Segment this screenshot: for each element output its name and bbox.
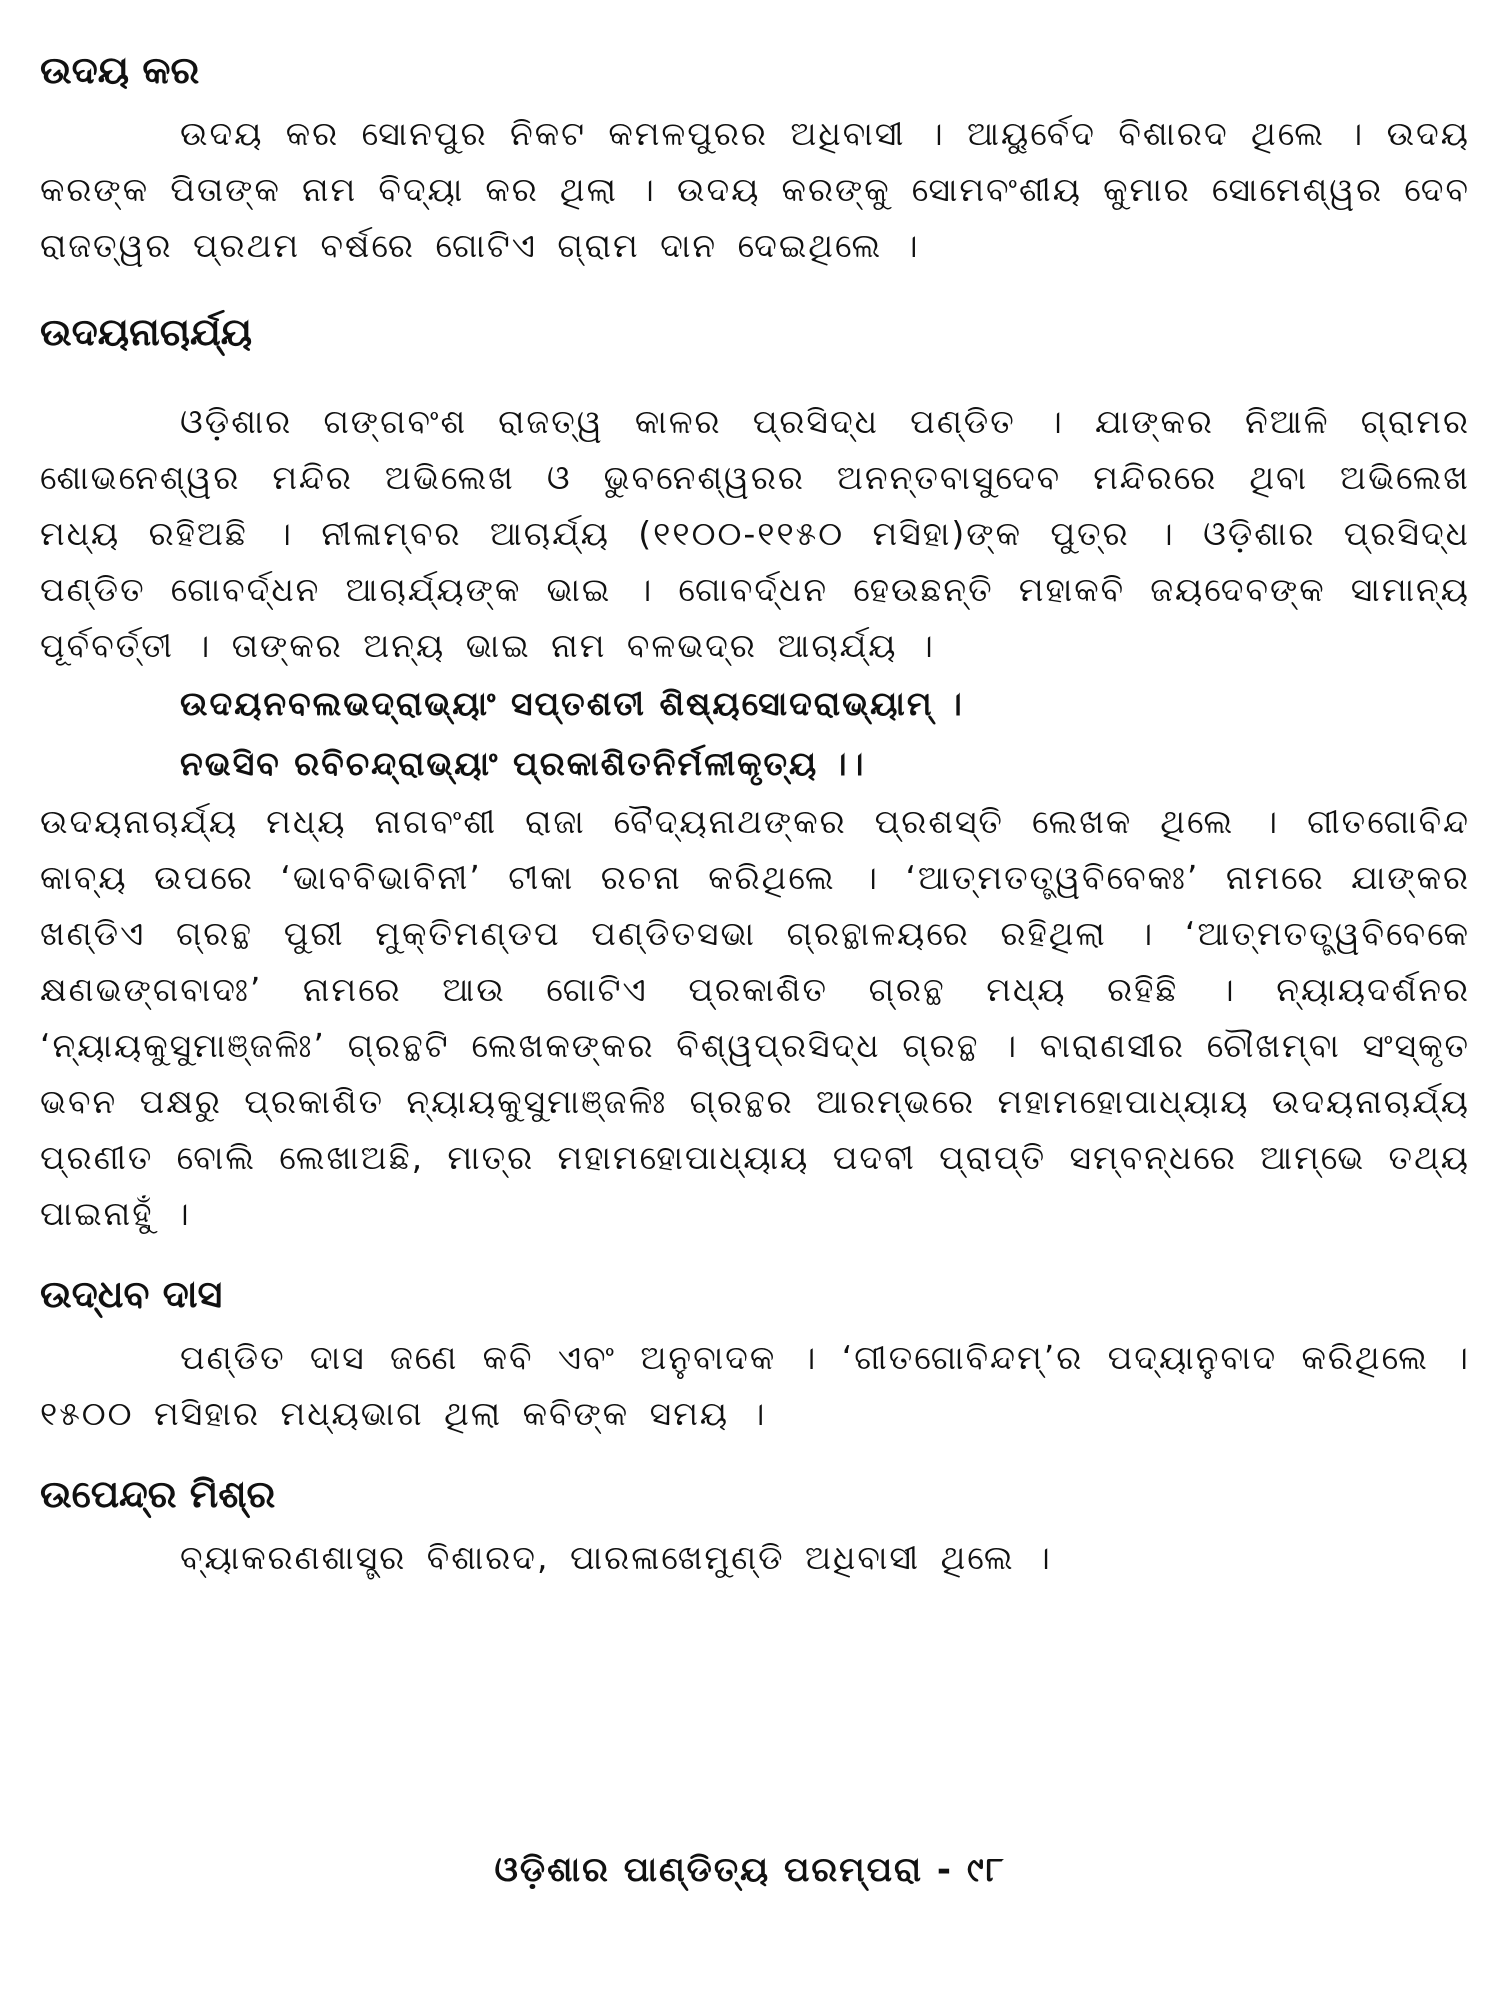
entry-heading: ଉଦୟ କର <box>40 48 200 92</box>
entry-udaya-kara <box>40 42 1470 274</box>
entry-heading: ଉଦୟନାଚାର୍ଯ୍ୟ <box>40 310 253 354</box>
entry-heading: ଉପେନ୍ଦ୍ର ମିଶ୍ର <box>40 1472 276 1516</box>
entry-heading: ଉଦ୍ଧବ ଦାସ <box>40 1272 223 1316</box>
entry-paragraph: ଉଦୟନାଚାର୍ଯ୍ୟ ମଧ୍ୟ ନାଗବଂଶୀ ରାଜା ବୈଦ୍ୟନାଥଙ୍କର ପ୍ରଶସ୍ତି ଲେଖକ ଥିଲେ । ଗୀତଗୋବିନ୍ଦ କାବ୍ୟ ଉପରେ ‘ଭାବବିଭାବିନୀ’ ଟୀକା ରଚନା କରିଥିଲେ । ‘ଆତ୍ମତତ୍ତ୍ୱବିବେକଃ’ ନାମରେ ଯାଙ୍କର ଖଣ୍ଡିଏ ଗ୍ରନ୍ଥ ପୁରୀ ମୁକ୍ତିମଣ୍ଡପ ପଣ୍ଡିତସଭା ଗ୍ରନ୍ଥାଳୟରେ ରହିଥିଲା । ‘ଆତ୍ମତତ୍ତ୍ୱବିବେକେ କ୍ଷଣଭଙ୍ଗବାଦଃ’ ନାମରେ ଆଉ ଗୋଟିଏ ପ୍ରକାଶିତ ଗ୍ରନ୍ଥ ମଧ୍ୟ ରହିଛି । ନ୍ୟାୟଦର୍ଶନର ‘ନ୍ୟାୟକୁସୁମାଞ୍ଜଳିଃ’ ଗ୍ରନ୍ଥଟି ଲେଖକଙ୍କର ବିଶ୍ୱପ୍ରସିଦ୍ଧ ଗ୍ରନ୍ଥ । ବାରାଣସୀର ଚୌଖମ୍ବା ସଂସ୍କୃତ ଭବନ ପକ୍ଷରୁ ପ୍ରକାଶିତ ନ୍ୟାୟକୁସୁମାଞ୍ଜଳିଃ ଗ୍ରନ୍ଥର ଆରମ୍ଭରେ ମହାମହୋପାଧ୍ୟାୟ ଉଦୟନାଚାର୍ଯ୍ୟ ପ୍ରଣୀତ ବୋଲି ଲେଖାଅଛି, ମାତ୍ର ମହାମହୋପାଧ୍ୟାୟ ପଦବୀ ପ୍ରାପ୍ତି ସମ୍ବନ୍ଧରେ ଆମ୍ଭେ ତଥ୍ୟ ପାଇନାହୁଁ । <box>40 802 1470 1233</box>
entry-upendra-mishra <box>40 1466 1470 1586</box>
entry-paragraph: ଉଦୟ କର ସୋନପୁର ନିକଟ କମଳପୁରର ଅଧିବାସୀ । ଆୟୁର୍ବେଦ ବିଶାରଦ ଥିଲେ । ଉଦୟ କରଙ୍କ ପିତାଙ୍କ ନାମ ବିଦ୍ୟା କର ଥିଲା । ଉଦୟ କରଙ୍କୁ ସୋମବଂଶୀୟ କୁମାର ସୋମେଶ୍ୱର ଦେବ ରାଜତ୍ୱର ପ୍ରଥମ ବର୍ଷରେ ଗୋଟିଏ ଗ୍ରାମ ଦାନ ଦେଇଥିଲେ । <box>40 114 1470 265</box>
verse-line: ନଭସିବ ରବିଚନ୍ଦ୍ରାଭ୍ୟାଂ ପ୍ରକାଶିତନିର୍ମଳୀକୃତ୍ୟ ।। <box>180 744 866 783</box>
entry-paragraph: ପଣ୍ଡିତ ଦାସ ଜଣେ କବି ଏବଂ ଅନୁବାଦକ । ‘ଗୀତଗୋବିନ୍ଦମ୍’ର ପଦ୍ୟାନୁବାଦ କରିଥିଲେ । ୧୫୦୦ ମସିହାର ମଧ୍ୟଭାଗ ଥିଲା କବିଙ୍କ ସମୟ । <box>40 1338 1470 1433</box>
page-footer: ଓଡ଼ିଶାର ପାଣ୍ଡିତ୍ୟ ପରମ୍ପରା - ୯୮ <box>494 1850 1006 1890</box>
verse-line: ଉଦୟନବଲଭଦ୍ରାଭ୍ୟାଂ ସପ୍ତଶତୀ ଶିଷ୍ୟସୋଦରାଭ୍ୟାମ୍ । <box>180 684 964 723</box>
entry-paragraph: ଓଡ଼ିଶାର ଗଙ୍ଗବଂଶ ରାଜତ୍ୱ କାଳର ପ୍ରସିଦ୍ଧ ପଣ୍ଡିତ । ଯାଙ୍କର ନିଆଳି ଗ୍ରାମର ଶୋଭନେଶ୍ୱର ମନ୍ଦିର ଅଭିଲେଖ ଓ ଭୁବନେଶ୍ୱରର ଅନନ୍ତବାସୁଦେବ ମନ୍ଦିରରେ ଥିବା ଅଭିଲେଖ ମଧ୍ୟ ରହିଅଛି । ନୀଳାମ୍ବର ଆଚାର୍ଯ୍ୟ (୧୧୦୦-୧୧୫୦ ମସିହା)ଙ୍କ ପୁତ୍ର । ଓଡ଼ିଶାର ପ୍ରସିଦ୍ଧ ପଣ୍ଡିତ ଗୋବର୍ଦ୍ଧନ ଆଚାର୍ଯ୍ୟଙ୍କ ଭାଇ । ଗୋବର୍ଦ୍ଧନ ହେଉଛନ୍ତି ମହାକବି ଜୟଦେବଙ୍କ ସାମାନ୍ୟ ପୂର୍ବବର୍ତ୍ତୀ । ତାଙ୍କର ଅନ୍ୟ ଭାଇ ନାମ ବଳଭଦ୍ର ଆଚାର୍ଯ୍ୟ । <box>40 402 1470 665</box>
entry-udayanacharya <box>40 304 1470 1242</box>
entry-uddhaba-dasa <box>40 1266 1470 1442</box>
entry-paragraph: ବ୍ୟାକରଣଶାସ୍ତ୍ର ବିଶାରଦ, ପାରଳାଖେମୁଣ୍ଡି ଅଧିବାସୀ ଥିଲେ । <box>180 1538 1052 1577</box>
